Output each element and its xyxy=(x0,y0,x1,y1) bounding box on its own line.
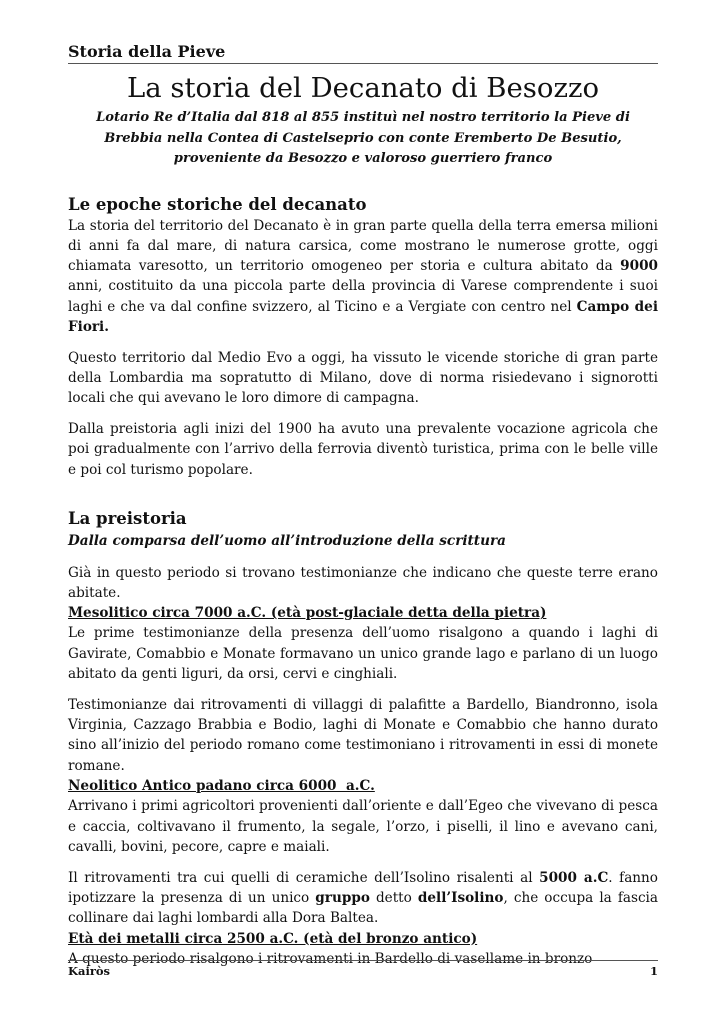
running-header: Storia della Pieve xyxy=(68,42,658,64)
section-heading-epoche: Le epoche storiche del decanato xyxy=(68,194,367,214)
paragraph-neolitico-2: Il ritrovamenti tra cui quelli di ceramiche dell’Isolino risalenti al 5000 a.C. fanno ipotizzare la presenza di un unico gruppo detto dell’Isolino, che occupa la fascia collinare dai laghi lombardi alla Dora Baltea. xyxy=(68,869,659,927)
page-footer xyxy=(68,960,658,978)
section-subheading-preistoria: Dalla comparsa dell’uomo all’introduzione della scrittura xyxy=(68,533,506,550)
subsection-title-metalli: Età dei metalli circa 2500 a.C. (età del bronzo antico) xyxy=(68,930,478,947)
document-title: La storia del Decanato di Besozzo xyxy=(126,72,599,104)
page-number: 1 xyxy=(649,964,658,978)
paragraph-preistoria-intro: Già in questo periodo si trovano testimonianze che indicano che queste terre erano abitate. xyxy=(68,564,658,601)
paragraph-epoche-3: Dalla preistoria agli inizi del 1900 ha avuto una prevalente vocazione agricola che poi gradualmente con l’arrivo della ferrovia diventò turistica, prima con le belle ville e poi col turismo popolare. xyxy=(68,421,658,478)
document-subtitle: Lotario Re d’Italia dal 818 al 855 instituì nel nostro territorio la Pieve di Brebbia nella Contea di Castelseprio con conte Eremberto De Besutio, proveniente da Besozzo e valoroso guerriero franco xyxy=(96,110,630,166)
paragraph-neolitico-1: Arrivano i primi agricoltori provenienti dall’oriente e dall’Egeo che vivevano di pesca e caccia, coltivavano il frumento, la segale, l’orzo, i piselli, il lino e avevano cani, cavalli, bovini, pecore, capre e maiali. xyxy=(68,798,658,855)
paragraph-epoche-1: La storia del territorio del Decanato è in gran parte quella della terra emersa milioni di anni fa dal mare, di natura carsica, come mostrano le numerose grotte, oggi chiamata varesotto, un territorio omogeneo per storia e cultura abitato da 9000 anni, costituito da una piccola parte della provincia di Varese comprendente i suoi laghi e che va dal confine svizzero, al Ticino e a Vergiate con centro nel Campo dei Fiori. xyxy=(68,217,658,335)
paragraph-mesolitico-1: Le prime testimonianze della presenza dell’uomo risalgono a quando i laghi di Gavirate, Comabbio e Monate formavano un unico grande lago e parlano di un luogo abitato da genti liguri, da orsi, cervi e cinghiali. xyxy=(68,625,658,683)
paragraph-metalli-1: A questo periodo risalgono i ritrovamenti in Bardello di vasellame in bronzo xyxy=(68,950,593,967)
paragraph-mesolitico-2: Testimonianze dai ritrovamenti di villaggi di palafitte a Bardello, Biandronno, isola Virginia, Cazzago Brabbia e Bodio, laghi di Monate e Comabbio che hanno durato sino all’inizio del periodo romano come testimoniano i ritrovamenti in essi di monete romane. xyxy=(68,696,658,774)
subsection-title-neolitico: Neolitico Antico padano circa 6000 a.C. xyxy=(68,778,375,795)
paragraph-epoche-2: Questo territorio dal Medio Evo a oggi, ha vissuto le vicende storiche di gran parte della Lombardia ma sopratutto di Milano, dove di norma risiedevano i signorotti locali che qui avevano le loro dimore di campagna. xyxy=(68,349,658,407)
subsection-title-mesolitico: Mesolitico circa 7000 a.C. (età post-glaciale detta della pietra) xyxy=(68,605,547,622)
section-heading-preistoria: La preistoria xyxy=(68,509,187,529)
footer-label: Kairòs xyxy=(68,964,111,978)
document-page xyxy=(68,42,658,969)
